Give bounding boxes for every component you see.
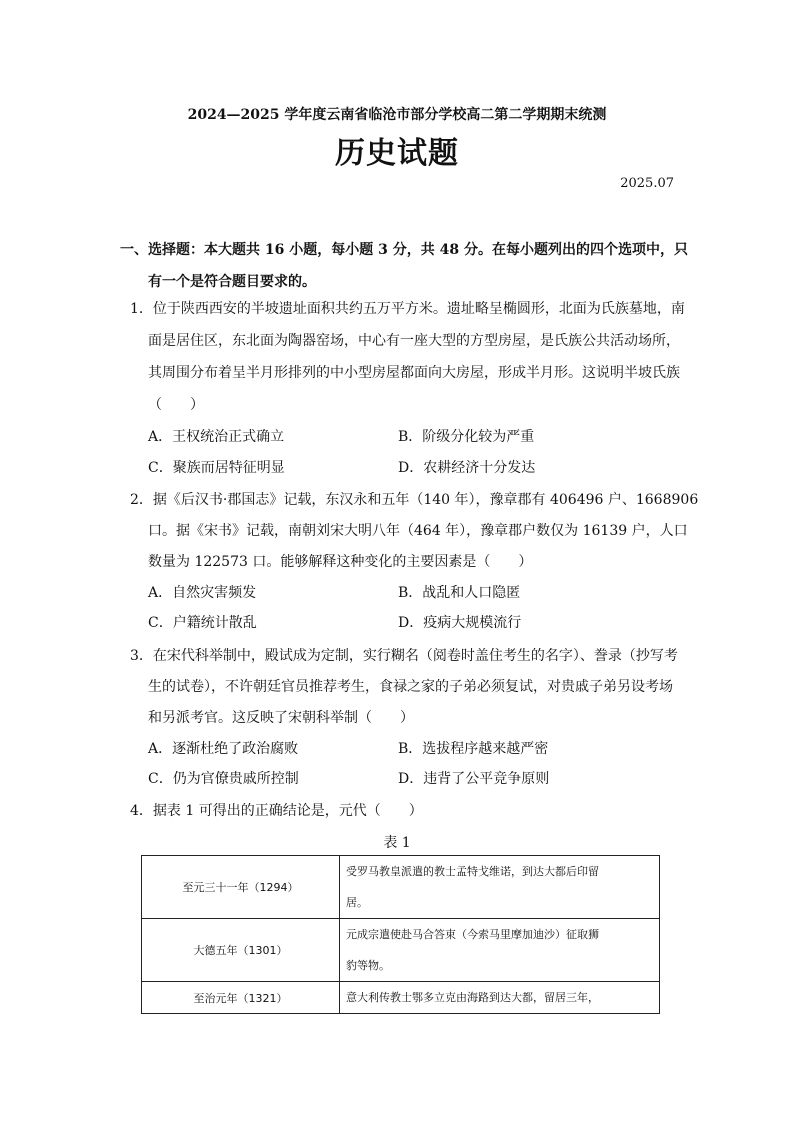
question-text-line: 3．在宋代科举制中，殿试成为定制，实行糊名（阅卷时盖住考生的名字）、誊录（抄写考 xyxy=(130,648,678,664)
table-row xyxy=(142,982,660,1014)
question-text-line: 4．据表 1 可得出的正确结论是，元代（ ） xyxy=(130,803,423,819)
table-1 xyxy=(141,855,660,1014)
table-cell-line: 居。 xyxy=(346,896,368,909)
option-c[interactable]: C．户籍统计散乱 xyxy=(148,615,257,631)
table-cell-year: 至元三十一年（1294） xyxy=(142,856,340,919)
option-d[interactable]: D．疫病大规模流行 xyxy=(398,615,522,631)
table-caption: 表 1 xyxy=(383,835,411,851)
exam-date: 2025.07 xyxy=(620,176,674,191)
option-b[interactable]: B．阶级分化较为严重 xyxy=(398,429,535,445)
question-text-line: 1．位于陕西西安的半坡遗址面积共约五万平方米。遗址略呈椭圆形，北面为氏族墓地，南 xyxy=(130,301,685,317)
question-text-line: 和另派考官。这反映了宋朝科举制（ ） xyxy=(148,710,414,726)
table-cell-line: 豹等物。 xyxy=(346,959,390,972)
table-row xyxy=(142,856,660,919)
table-cell-line: 意大利传教士鄂多立克由海路到达大都，留居三年， xyxy=(346,991,599,1004)
table-cell-event xyxy=(340,856,660,919)
option-a[interactable]: A．逐渐杜绝了政治腐败 xyxy=(148,741,299,757)
question-text-line: 面是居住区，东北面为陶器窑场，中心有一座大型的方型房屋，是氏族公共活动场所， xyxy=(148,333,680,349)
table-cell-event xyxy=(340,982,660,1014)
option-c[interactable]: C．仍为官僚贵戚所控制 xyxy=(148,771,299,787)
table-cell-year: 至治元年（1321） xyxy=(142,982,340,1014)
question-text-line: 生的试卷），不许朝廷官员推荐考生，食禄之家的子弟必须复试，对贵戚子弟另设考场 xyxy=(148,679,673,695)
question-text-line: 其周围分布着呈半月形排列的中小型房屋都面向大房屋，形成半月形。这说明半坡氏族 xyxy=(148,365,680,381)
table-cell-event xyxy=(340,919,660,982)
section-heading-line-1: 一、选择题：本大题共 16 小题，每小题 3 分，共 48 分。在每小题列出的四个选项中，只 xyxy=(120,242,688,258)
page-title: 历史试题 xyxy=(335,136,459,171)
option-a[interactable]: A．自然灾害频发 xyxy=(148,585,257,601)
question-text-line: 数量为 122573 口。能够解释这种变化的主要因素是（ ） xyxy=(148,554,533,570)
option-c[interactable]: C．聚族而居特征明显 xyxy=(148,460,285,476)
section-heading-line-2: 有一个是符合题目要求的。 xyxy=(148,274,316,290)
option-a[interactable]: A．王权统治正式确立 xyxy=(148,429,285,445)
table-cell-year: 大德五年（1301） xyxy=(142,919,340,982)
option-b[interactable]: B．选拔程序越来越严密 xyxy=(398,741,549,757)
question-text-line: 2．据《后汉书·郡国志》记载，东汉永和五年（140 年），豫章郡有 406496 户、1668906 xyxy=(130,492,699,508)
question-text-line: 口。据《宋书》记载，南朝刘宋大明八年（464 年），豫章郡户数仅为 16139 户，人口 xyxy=(148,523,688,539)
table-row xyxy=(142,919,660,982)
option-d[interactable]: D．违背了公平竞争原则 xyxy=(398,771,550,787)
exam-subtitle: 2024—2025 学年度云南省临沧市部分学校高二第二学期期末统测 xyxy=(187,107,607,123)
table-cell-line: 受罗马教皇派遣的教士孟特戈维诺，到达大都后印留 xyxy=(346,865,599,878)
option-b[interactable]: B．战乱和人口隐匿 xyxy=(398,585,521,601)
option-d[interactable]: D．农耕经济十分发达 xyxy=(398,460,536,476)
answer-blank: （ ） xyxy=(148,397,204,413)
table-cell-line: 元成宗遣使赴马合答束（今索马里摩加迪沙）征取狮 xyxy=(346,928,599,941)
